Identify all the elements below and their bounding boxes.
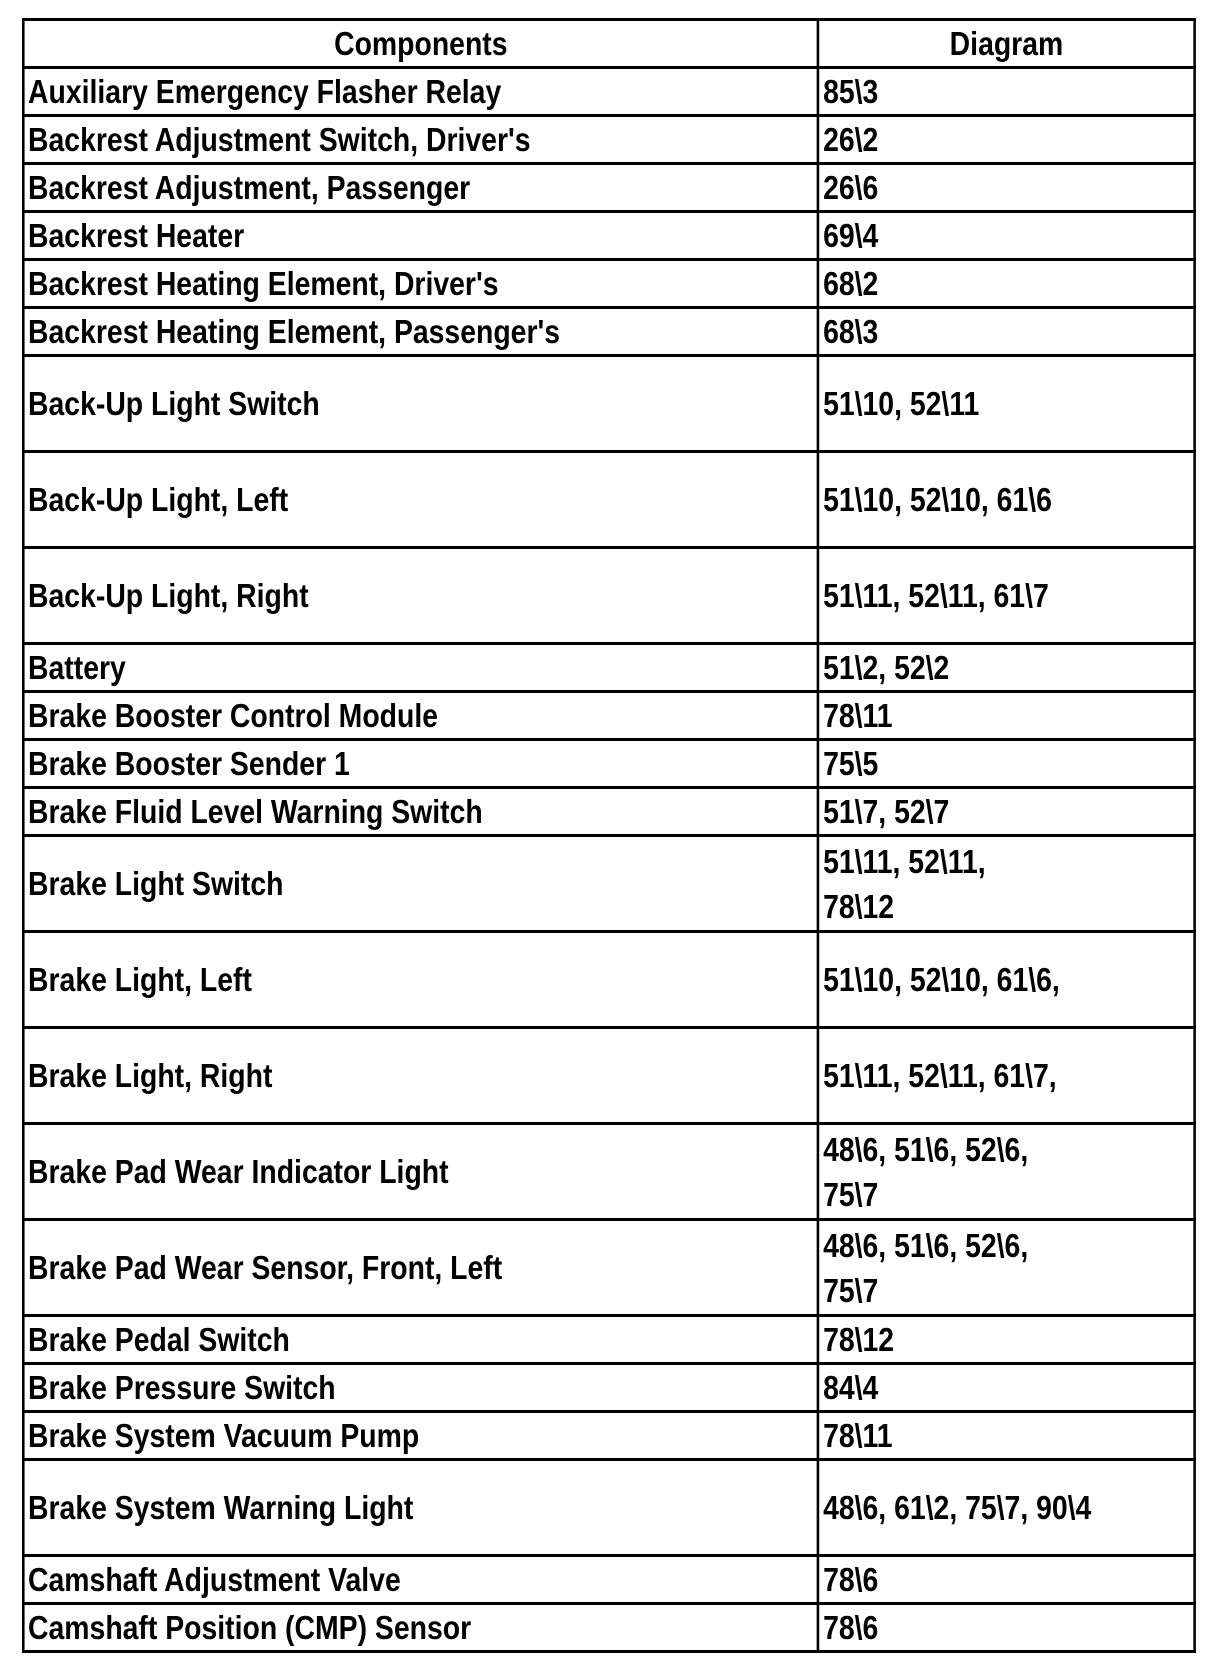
component-cell: Back-Up Light, Right	[23, 548, 818, 644]
component-cell: Brake System Vacuum Pump	[23, 1412, 818, 1460]
diagram-cell	[818, 740, 1194, 788]
component-cell: Back-Up Light Switch	[23, 356, 818, 452]
table-row	[23, 356, 1194, 452]
table-row	[23, 644, 1194, 692]
diagram-cell	[818, 1124, 1194, 1220]
component-cell: Brake Pressure Switch	[23, 1364, 818, 1412]
component-cell: Backrest Heater	[23, 212, 818, 260]
diagram-reference: 68\3	[823, 313, 879, 350]
diagram-cell	[818, 164, 1194, 212]
diagram-reference: 75\7	[823, 1271, 879, 1309]
component-cell: Brake System Warning Light	[23, 1460, 818, 1556]
component-cell: Auxiliary Emergency Flasher Relay	[23, 68, 818, 116]
diagram-reference: 51\10, 52\10, 61\6	[823, 481, 1052, 518]
diagram-cell	[818, 356, 1194, 452]
table-row	[23, 1460, 1194, 1556]
component-cell: Backrest Adjustment Switch, Driver's	[23, 116, 818, 164]
diagram-cell	[818, 260, 1194, 308]
components-header: Components	[23, 20, 818, 68]
diagram-reference: 51\2, 52\2	[823, 649, 950, 686]
diagram-cell	[818, 308, 1194, 356]
table-row	[23, 116, 1194, 164]
table-row	[23, 1316, 1194, 1364]
diagram-reference: 78\6	[823, 1561, 879, 1598]
diagram-header: Diagram	[818, 20, 1194, 68]
component-cell: Brake Fluid Level Warning Switch	[23, 788, 818, 836]
component-cell: Brake Booster Control Module	[23, 692, 818, 740]
diagram-reference: 51\11, 52\11, 61\7,	[823, 1057, 1057, 1094]
diagram-cell	[818, 788, 1194, 836]
table-row	[23, 308, 1194, 356]
table-row	[23, 260, 1194, 308]
table-row	[23, 164, 1194, 212]
diagram-reference: 26\6	[823, 169, 879, 206]
table-row	[23, 1364, 1194, 1412]
diagram-cell	[818, 212, 1194, 260]
diagram-reference: 51\7, 52\7	[823, 793, 950, 830]
component-cell: Camshaft Adjustment Valve	[23, 1556, 818, 1604]
diagram-cell	[818, 644, 1194, 692]
diagram-reference: 85\3	[823, 73, 879, 110]
diagram-reference: 26\2	[823, 121, 879, 158]
table-row	[23, 788, 1194, 836]
diagram-cell	[818, 1316, 1194, 1364]
table-row	[23, 212, 1194, 260]
diagram-cell	[818, 548, 1194, 644]
diagram-reference: 75\7	[823, 1175, 879, 1213]
table-row	[23, 1556, 1194, 1604]
diagram-cell	[818, 1028, 1194, 1124]
component-cell: Brake Booster Sender 1	[23, 740, 818, 788]
table-row	[23, 692, 1194, 740]
diagram-cell	[818, 1604, 1194, 1652]
diagram-reference: 51\10, 52\10, 61\6,	[823, 961, 1060, 998]
diagram-reference: 78\12	[823, 887, 895, 925]
component-cell: Backrest Heating Element, Passenger's	[23, 308, 818, 356]
diagram-cell	[818, 1460, 1194, 1556]
table-row	[23, 836, 1194, 932]
diagram-cell	[818, 1220, 1194, 1316]
components-table	[22, 18, 1196, 1653]
table-row	[23, 932, 1194, 1028]
diagram-cell	[818, 116, 1194, 164]
table-row	[23, 452, 1194, 548]
diagram-cell	[818, 1364, 1194, 1412]
diagram-cell	[818, 836, 1194, 932]
diagram-cell	[818, 452, 1194, 548]
diagram-reference: 78\11	[823, 697, 893, 734]
component-cell: Backrest Adjustment, Passenger	[23, 164, 818, 212]
component-cell: Camshaft Position (CMP) Sensor	[23, 1604, 818, 1652]
diagram-reference: 69\4	[823, 217, 879, 254]
diagram-cell	[818, 1556, 1194, 1604]
diagram-reference: 75\5	[823, 745, 879, 782]
table-row	[23, 548, 1194, 644]
table-row	[23, 1028, 1194, 1124]
component-cell: Brake Light, Right	[23, 1028, 818, 1124]
diagram-reference: 51\11, 52\11,	[823, 842, 986, 880]
component-cell: Brake Pad Wear Sensor, Front, Left	[23, 1220, 818, 1316]
diagram-reference: 51\10, 52\11	[823, 385, 980, 422]
header-row	[23, 20, 1194, 68]
table-row	[23, 740, 1194, 788]
component-cell: Brake Light Switch	[23, 836, 818, 932]
diagram-cell	[818, 932, 1194, 1028]
table-row	[23, 68, 1194, 116]
diagram-reference: 48\6, 51\6, 52\6,	[823, 1226, 1029, 1264]
diagram-reference: 68\2	[823, 265, 879, 302]
component-cell: Brake Light, Left	[23, 932, 818, 1028]
table-body	[23, 68, 1194, 1652]
table-row	[23, 1412, 1194, 1460]
table-row	[23, 1220, 1194, 1316]
diagram-reference: 51\11, 52\11, 61\7	[823, 577, 1049, 614]
diagram-reference: 78\11	[823, 1417, 893, 1454]
diagram-reference: 48\6, 51\6, 52\6,	[823, 1130, 1029, 1168]
table-row	[23, 1604, 1194, 1652]
diagram-cell	[818, 1412, 1194, 1460]
diagram-reference: 84\4	[823, 1369, 879, 1406]
diagram-cell	[818, 68, 1194, 116]
component-cell: Back-Up Light, Left	[23, 452, 818, 548]
table-row	[23, 1124, 1194, 1220]
component-cell: Brake Pedal Switch	[23, 1316, 818, 1364]
component-cell: Battery	[23, 644, 818, 692]
diagram-reference: 48\6, 61\2, 75\7, 90\4	[823, 1489, 1092, 1526]
diagram-reference: 78\12	[823, 1321, 895, 1358]
diagram-cell	[818, 692, 1194, 740]
diagram-reference: 78\6	[823, 1609, 879, 1646]
component-cell: Brake Pad Wear Indicator Light	[23, 1124, 818, 1220]
component-cell: Backrest Heating Element, Driver's	[23, 260, 818, 308]
